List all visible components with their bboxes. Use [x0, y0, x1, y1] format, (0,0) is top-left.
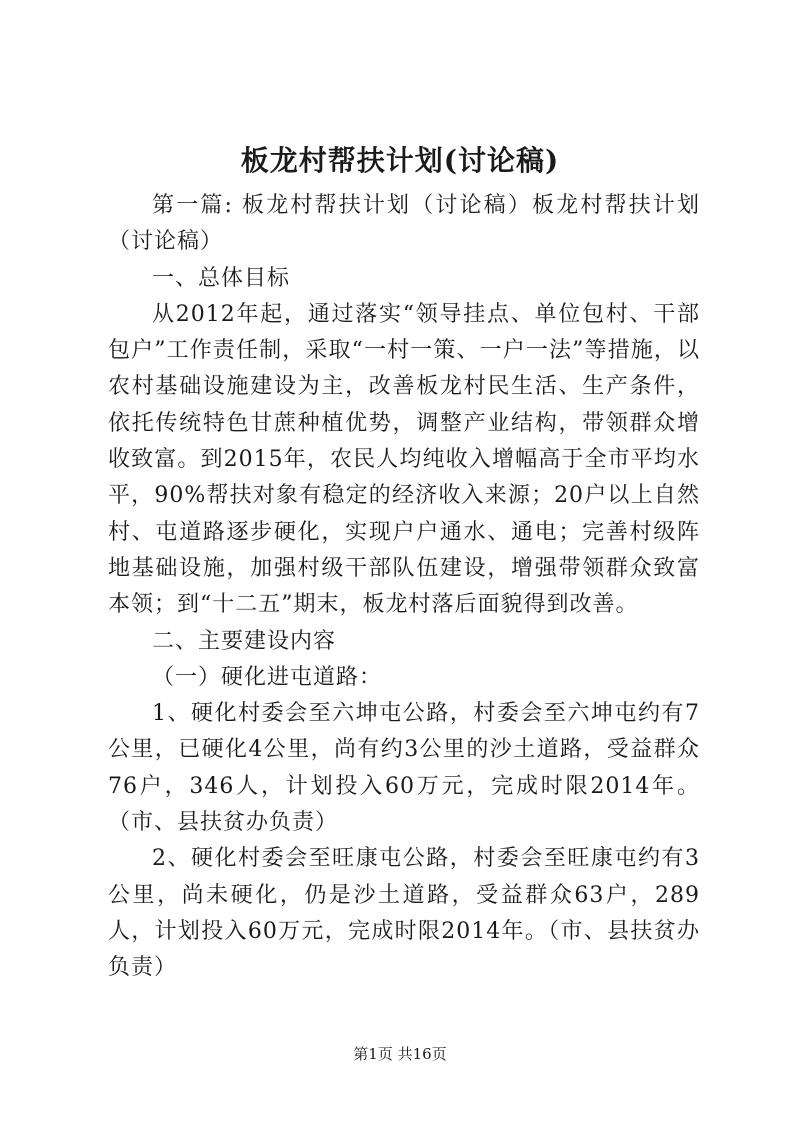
page-number: 第1页 共16页 — [353, 1045, 447, 1063]
road-item-wangkang: 2、硬化村委会至旺康屯公路，村委会至旺康屯约有3公里，尚未硬化，仍是沙土道路，受益群众63户，289人，计划投入60万元，完成时限2014年。（市、县扶贫办负责） — [108, 846, 700, 981]
section-heading-goals: 一、总体目标 — [152, 265, 291, 291]
road-item-liukun: 1、硬化村委会至六坤屯公路，村委会至六坤屯约有7公里，已硬化4公里，尚有约3公里的沙土道路，受益群众76户，346人，计划投入60万元，完成时限2014年。（市、县扶贫办负责） — [108, 701, 700, 836]
document-title: 板龙村帮扶计划(讨论稿) — [240, 144, 560, 177]
document-body — [108, 188, 700, 987]
chapter-heading: 第一篇: 板龙村帮扶计划（讨论稿）板龙村帮扶计划（讨论稿） — [108, 193, 700, 255]
subsection-heading-roads: （一）硬化进屯道路： — [152, 664, 383, 690]
goals-paragraph: 从2012年起，通过落实“领导挂点、单位包村、干部包户”工作责任制，采取“一村一策、一户一法”等措施，以农村基础设施建设为主，改善板龙村民生活、生产条件，依托传统特色甘蔗种植优势，调整产业结构，带领群众增收致富。到2015年，农民人均纯收入增幅高于全市平均水平，90%帮扶对象有稳定的经济收入来源；20户以上自然村、屯道路逐步硬化，实现户户通水、通电；完善村级阵地基础设施，加强村级干部队伍建设，增强带领群众致富本领；到“十二五”期末，板龙村落后面貌得到改善。 — [108, 301, 700, 618]
section-heading-construction: 二、主要建设内容 — [152, 628, 337, 654]
